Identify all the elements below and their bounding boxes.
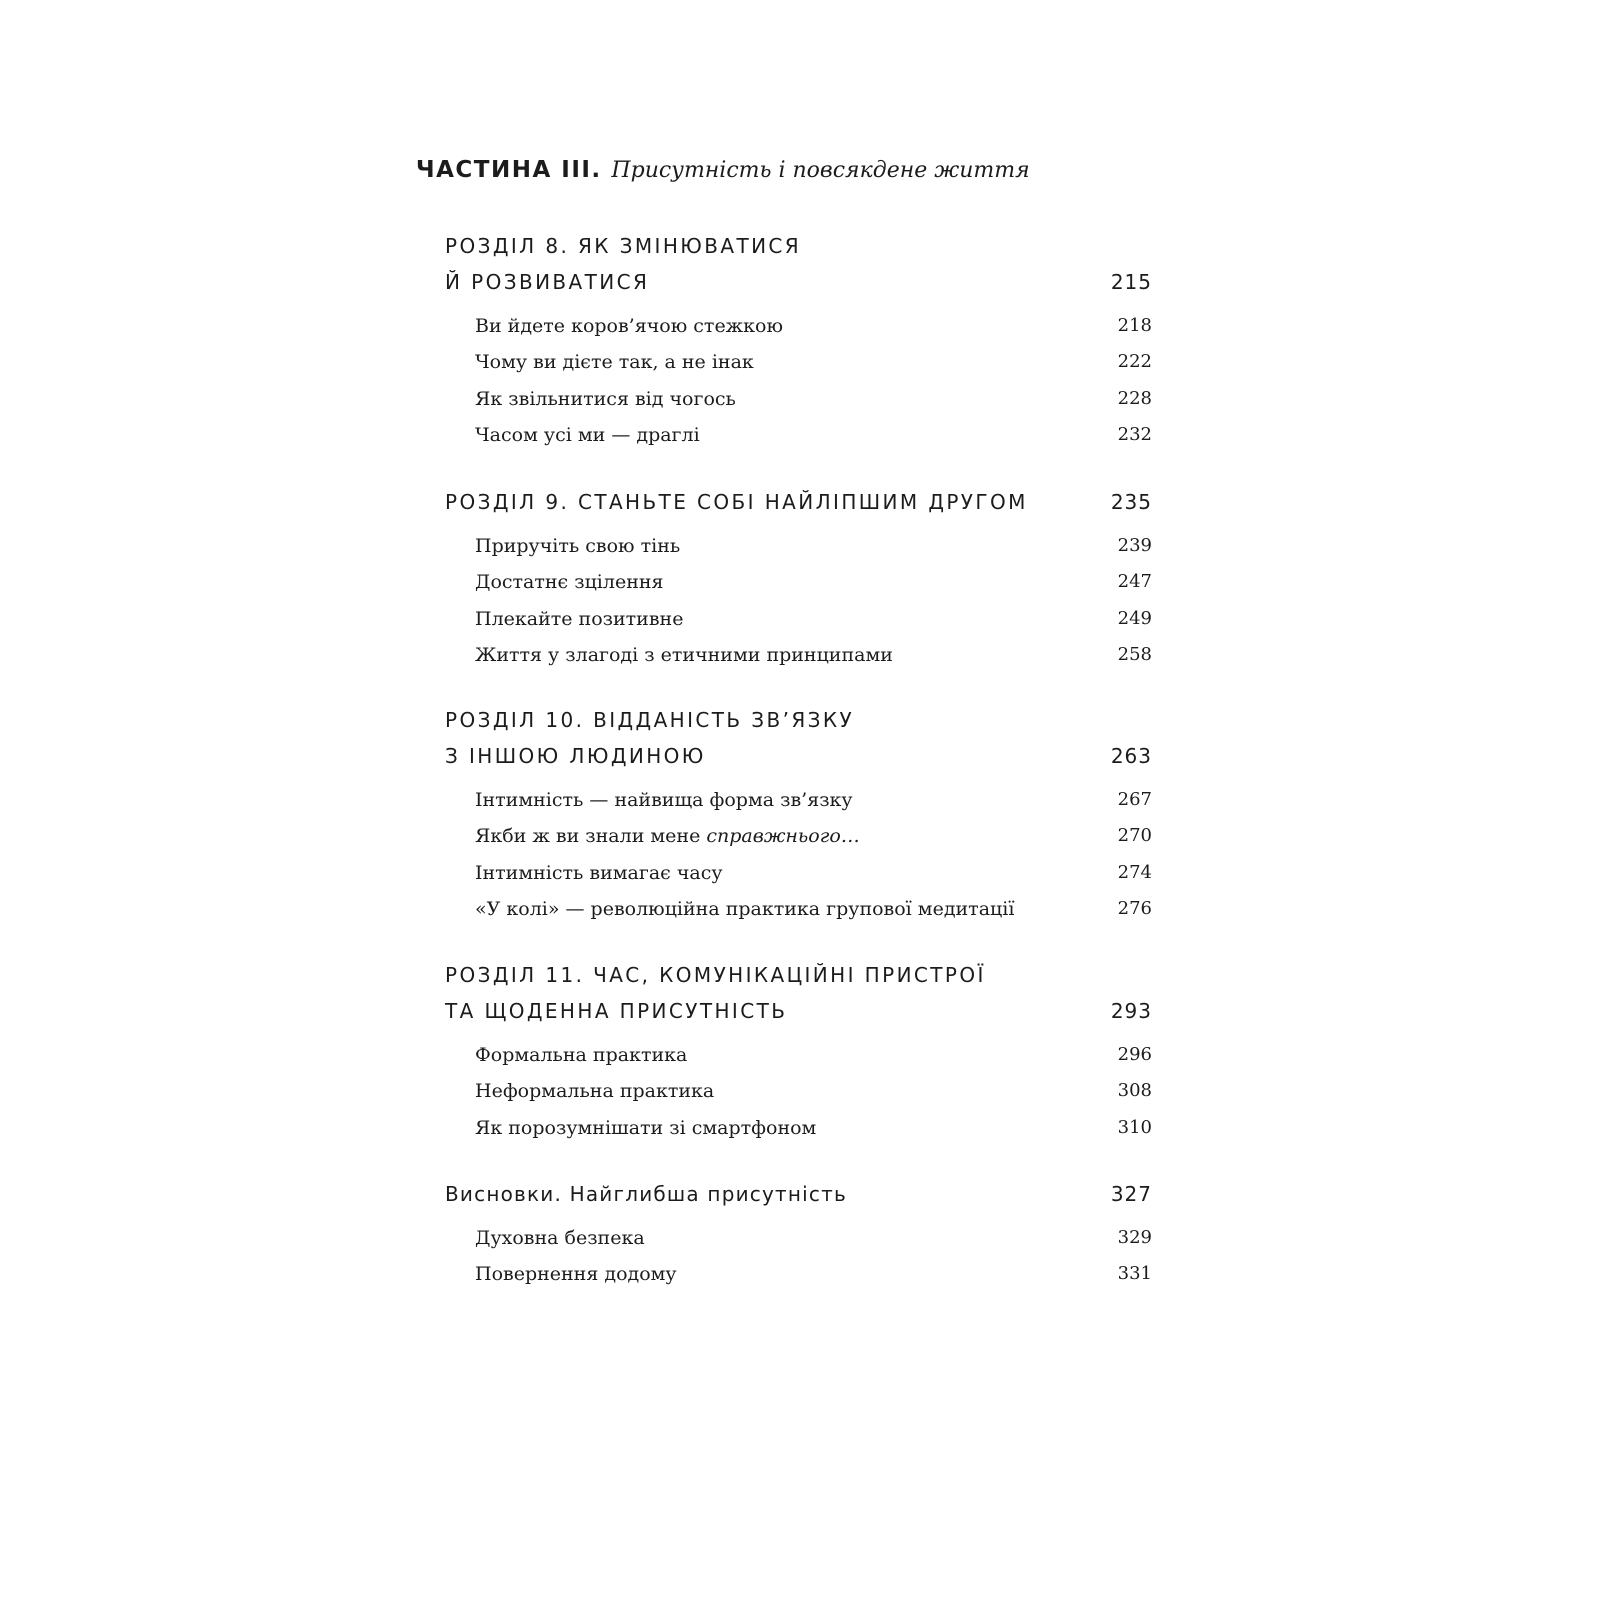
part-label: ЧАСТИНА III. bbox=[416, 157, 602, 183]
part-title: Присутність і повсякдене життя bbox=[611, 158, 1030, 183]
section-page-number: 296 bbox=[1117, 1044, 1152, 1065]
section-list bbox=[445, 782, 1152, 927]
chapter-title-text: З ІНШОЮ ЛЮДИНОЮ bbox=[445, 744, 706, 768]
chapter-9 bbox=[445, 484, 1152, 673]
section-entry bbox=[475, 855, 1152, 891]
section-entry bbox=[475, 528, 1152, 564]
section-entry bbox=[475, 637, 1152, 673]
section-entry bbox=[475, 1256, 1152, 1292]
chapter-10 bbox=[445, 702, 1152, 927]
chapter-title-text: РОЗДІЛ 11. ЧАС, КОМУНІКАЦІЙНІ ПРИСТРОЇ bbox=[445, 963, 986, 987]
chapter-page-number: 327 bbox=[1110, 1182, 1152, 1206]
section-list bbox=[445, 308, 1152, 453]
section-title: Часом усі ми — драглі bbox=[475, 423, 700, 446]
chapter-title-line bbox=[445, 702, 1152, 738]
section-title: «У колі» — революційна практика групової медитації bbox=[475, 897, 1015, 920]
section-title: Життя у злагоді з етичними принципами bbox=[475, 643, 893, 666]
section-entry bbox=[475, 1220, 1152, 1256]
section-page-number: 310 bbox=[1117, 1116, 1152, 1138]
section-page-number: 218 bbox=[1117, 315, 1152, 336]
section-list bbox=[445, 528, 1152, 673]
section-list bbox=[445, 1037, 1152, 1146]
section-page-number: 270 bbox=[1117, 825, 1152, 847]
section-title: Чому ви дієте так, а не інак bbox=[475, 351, 754, 374]
chapter-title-line bbox=[445, 484, 1152, 520]
section-page-number: 232 bbox=[1117, 423, 1152, 445]
section-entry bbox=[475, 417, 1152, 453]
section-page-number: 308 bbox=[1117, 1080, 1152, 1102]
section-title: Повернення додому bbox=[475, 1263, 677, 1286]
section-entry bbox=[475, 601, 1152, 637]
section-entry bbox=[475, 381, 1152, 417]
section-entry bbox=[475, 344, 1152, 380]
chapter-title-line bbox=[445, 993, 1152, 1029]
section-title: Якби ж ви знали мене bbox=[475, 825, 707, 848]
section-page-number: 276 bbox=[1117, 897, 1152, 919]
section-page-number: 258 bbox=[1117, 643, 1152, 665]
section-title: Як звільнитися від чогось bbox=[475, 387, 736, 410]
section-title: Плекайте позитивне bbox=[475, 607, 684, 630]
chapter-title-line bbox=[445, 738, 1152, 774]
section-title: Формальна практика bbox=[475, 1044, 688, 1066]
section-page-number: 274 bbox=[1117, 861, 1152, 883]
section-title: Приручіть свою тінь bbox=[475, 535, 681, 557]
section-page-number: 247 bbox=[1117, 571, 1152, 593]
section-entry bbox=[475, 782, 1152, 818]
section-list bbox=[445, 1220, 1152, 1293]
section-entry bbox=[475, 1037, 1152, 1073]
section-title: Духовна безпека bbox=[475, 1227, 645, 1249]
section-title: Достатнє зцілення bbox=[475, 571, 664, 594]
conclusions bbox=[445, 1176, 1152, 1293]
section-title: Неформальна практика bbox=[475, 1080, 715, 1103]
chapter-title-text: Висновки. Найглибша присутність bbox=[445, 1182, 847, 1206]
chapter-title-text: Й РОЗВИВАТИСЯ bbox=[445, 270, 650, 294]
section-page-number: 329 bbox=[1117, 1227, 1152, 1248]
section-title-emphasis: справжнього… bbox=[706, 825, 860, 848]
section-page-number: 249 bbox=[1117, 607, 1152, 629]
section-page-number: 267 bbox=[1117, 789, 1152, 810]
chapter-page-number: 235 bbox=[1110, 490, 1152, 514]
chapter-page-number: 263 bbox=[1110, 744, 1152, 768]
section-page-number: 331 bbox=[1117, 1263, 1152, 1285]
section-title: Як порозумнішати зі смартфоном bbox=[475, 1116, 817, 1139]
section-page-number: 239 bbox=[1117, 535, 1152, 556]
chapter-title-text: РОЗДІЛ 9. СТАНЬТЕ СОБІ НАЙЛІПШИМ ДРУГОМ bbox=[445, 490, 1028, 514]
chapter-title-line bbox=[445, 1176, 1152, 1212]
section-title: Інтимність — найвища форма зв’язку bbox=[475, 789, 853, 811]
chapter-title-text: ТА ЩОДЕННА ПРИСУТНІСТЬ bbox=[445, 999, 788, 1023]
chapter-title-line bbox=[445, 228, 1152, 264]
section-entry bbox=[475, 818, 1152, 854]
section-page-number: 228 bbox=[1117, 387, 1152, 409]
section-entry bbox=[475, 564, 1152, 600]
chapter-8 bbox=[445, 228, 1152, 453]
section-title: Інтимність вимагає часу bbox=[475, 861, 723, 884]
section-page-number: 222 bbox=[1117, 351, 1152, 373]
part-heading bbox=[416, 152, 1030, 189]
section-entry bbox=[475, 308, 1152, 344]
chapter-title-line bbox=[445, 957, 1152, 993]
chapter-page-number: 293 bbox=[1110, 999, 1152, 1023]
chapter-page-number: 215 bbox=[1110, 270, 1152, 294]
section-title: Ви йдете коров’ячою стежкою bbox=[475, 315, 784, 337]
chapter-11 bbox=[445, 957, 1152, 1146]
chapter-title-line bbox=[445, 264, 1152, 300]
section-entry bbox=[475, 1110, 1152, 1146]
chapter-title-text: РОЗДІЛ 10. ВІДДАНІСТЬ ЗВ’ЯЗКУ bbox=[445, 708, 855, 732]
section-entry bbox=[475, 891, 1152, 927]
chapter-title-text: РОЗДІЛ 8. ЯК ЗМІНЮВАТИСЯ bbox=[445, 234, 802, 258]
section-entry bbox=[475, 1073, 1152, 1109]
